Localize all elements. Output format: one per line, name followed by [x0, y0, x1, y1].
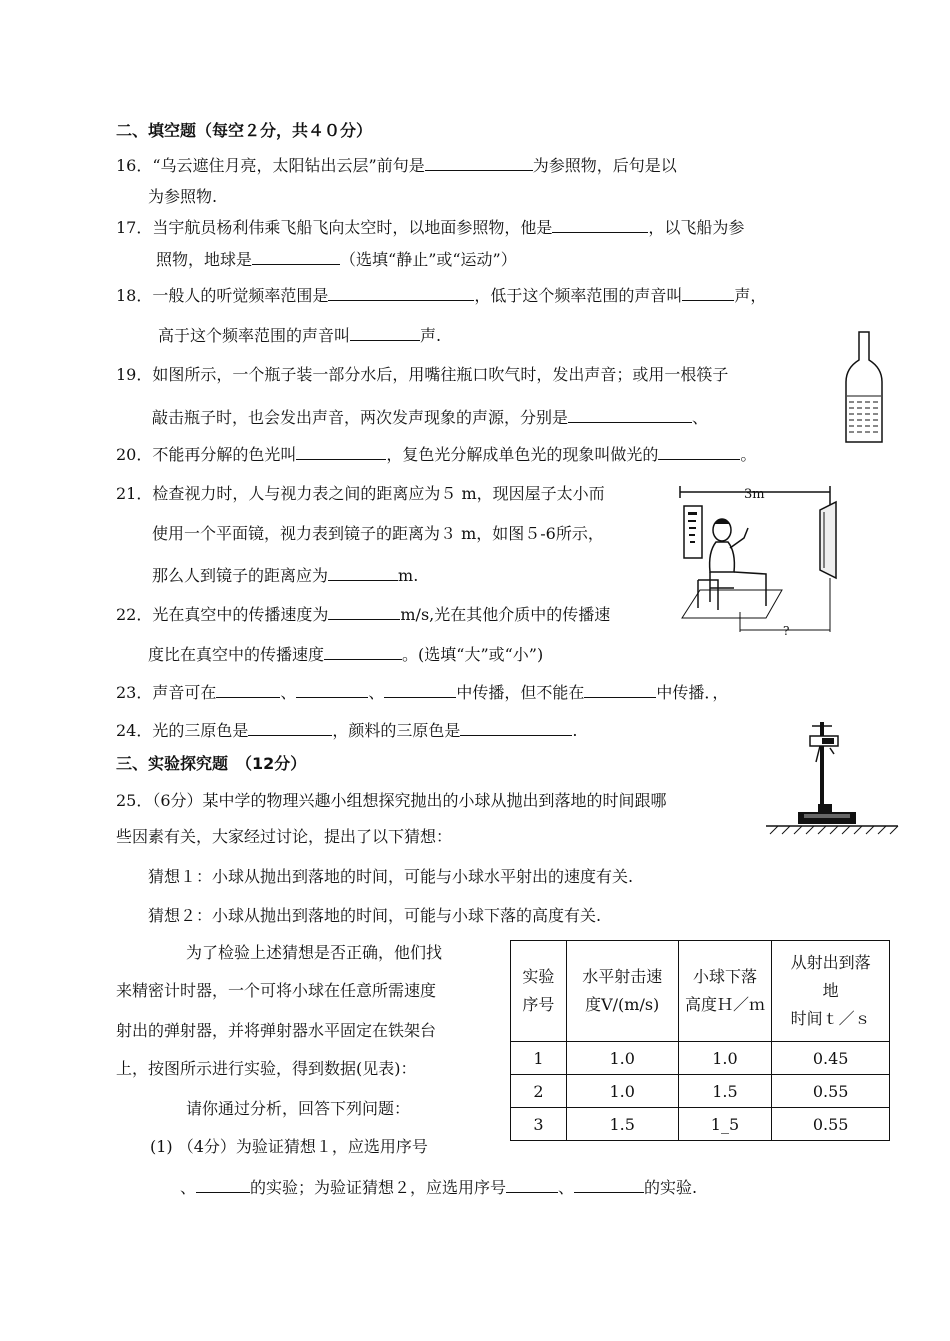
q23-text-a: 23．声音可在 [116, 683, 217, 702]
q20-blank-2[interactable] [658, 443, 740, 460]
table-cell: 0.55 [772, 1108, 890, 1141]
question-20 [116, 443, 756, 466]
question-25-line2: 些因素有关，大家经过讨论，提出了以下猜想： [116, 827, 453, 846]
q24-text-b: ，颜料的三原色是 [332, 721, 461, 740]
table-cell: 2 [511, 1075, 567, 1108]
header-height: 小球下落 高度Ｈ／ｍ [678, 941, 772, 1042]
q22-text-b: m/s,光在其他介质中的传播速 [400, 605, 611, 624]
table-cell: 0.45 [772, 1042, 890, 1075]
q25-instruction: 请你通过分析，回答下列问题： [186, 1099, 411, 1118]
q17-text-a: 17．当宇航员杨利伟乘飞船飞向太空时，以地面参照物，他是 [116, 218, 553, 237]
question-16-line2: 为参照物. [148, 187, 218, 206]
question-21-line1: 21．检查视力时，人与视力表之间的距离应为５ m，现因屋子太小而 [116, 484, 605, 503]
question-17-line2 [156, 248, 517, 271]
q17-text-d: （选填“静止”或“运动”） [340, 250, 517, 269]
table-cell: 1.0 [566, 1075, 678, 1108]
q24-blank-2[interactable] [460, 719, 572, 736]
q21-blank-1[interactable] [328, 564, 398, 581]
q20-text-c: 。 [740, 445, 757, 464]
q24-blank-1[interactable] [248, 719, 332, 736]
header-time: 从射出到落 地 时间ｔ／ｓ [772, 941, 890, 1042]
table-cell: 3 [511, 1108, 567, 1141]
fig21-label-top: 3m [744, 487, 765, 502]
question-21-line3 [152, 564, 418, 587]
q18-text-e: 声. [420, 326, 442, 345]
q19-text-a: 敲击瓶子时，也会发出声音，两次发声现象的声源，分别是 [152, 408, 569, 427]
question-24 [116, 719, 577, 742]
q25-paragraph-line4: 上，按图所示进行实验，得到数据(见表)： [116, 1059, 417, 1078]
table-cell: 1.0 [566, 1042, 678, 1075]
header-trial-number: 实验 序号 [511, 941, 567, 1042]
q17-text-c: 照物，地球是 [156, 250, 253, 269]
table-row [511, 1042, 890, 1075]
q21-text-a: 那么人到镜子的距离应为 [152, 566, 329, 585]
q17-text-b: ，以飞船为参 [648, 218, 745, 237]
table-cell: 0.55 [772, 1075, 890, 1108]
q23-text-c: 中传播．， [656, 683, 729, 702]
table-cell: 1.5 [678, 1075, 772, 1108]
question-19-line1: 19．如图所示，一个瓶子装一部分水后，用嘴往瓶口吹气时，发出声音；或用一根筷子 [116, 365, 729, 384]
q19-blank-1[interactable] [568, 406, 692, 423]
q23-text-b: 中传播，但不能在 [456, 683, 585, 702]
table-cell: 1.5 [566, 1108, 678, 1141]
table-row [511, 1075, 890, 1108]
question-25-line1: 25．（6分）某中学的物理兴趣小组想探究抛出的小球从抛出到落地的时间跟哪 [116, 791, 667, 810]
question-16-line1 [116, 154, 677, 177]
q22-text-c: 度比在真空中的传播速度 [148, 645, 325, 664]
table-cell: 1_5 [678, 1108, 772, 1141]
guess-2: 猜想２：小球从抛出到落地的时间，可能与小球下落的高度有关. [148, 906, 602, 925]
q23-sep-2: 、 [368, 683, 385, 702]
q23-blank-3[interactable] [384, 681, 456, 698]
q20-text-b: ，复色光分解成单色光的现象叫做光的 [386, 445, 659, 464]
q25-text-d: 的实验. [644, 1178, 698, 1197]
question-23 [116, 681, 728, 704]
q18-text-b: ，低于这个频率范围的声音叫 [474, 286, 683, 305]
q21-text-b: m. [398, 566, 419, 585]
q25-paragraph-line3: 射出的弹射器，并将弹射器水平固定在铁架台 [116, 1021, 437, 1040]
section-2-title: 二、填空题（每空２分，共４０分） [116, 121, 373, 140]
table-header-row [511, 941, 890, 1042]
bottle-figure [840, 330, 890, 446]
q25-sep-2: 、 [558, 1178, 575, 1197]
q22-blank-2[interactable] [324, 643, 402, 660]
q24-text-c: . [572, 721, 578, 740]
eye-test-figure [670, 482, 846, 642]
q22-text-d: 。(选填“大”或“小”) [402, 645, 544, 664]
question-18-line2 [158, 324, 441, 347]
q25-sub1-line2 [180, 1176, 697, 1199]
q23-sep-1: 、 [280, 683, 297, 702]
q17-blank-1[interactable] [552, 216, 648, 233]
q23-blank-4[interactable] [584, 681, 656, 698]
q24-text-a: 24．光的三原色是 [116, 721, 249, 740]
q17-blank-2[interactable] [252, 248, 340, 265]
q18-text-c: 声， [734, 286, 767, 305]
q25-text-b: 的实验；为验证猜想２，应选用序号 [250, 1178, 507, 1197]
q25-sep-1: 、 [180, 1178, 197, 1197]
question-22-line2 [148, 643, 543, 666]
header-velocity: 水平射击速 度V/(m/s) [566, 941, 678, 1042]
q25-blank-3[interactable] [574, 1176, 644, 1193]
q16-text-a: 16．“乌云遮住月亮，太阳钻出云层”前句是 [116, 156, 425, 175]
question-21-line2: 使用一个平面镜，视力表到镜子的距离为３ m，如图５-6所示， [152, 524, 604, 543]
q25-sub1-line1: (1) （4分）为验证猜想１，应选用序号 [150, 1137, 428, 1156]
table-cell: 1.0 [678, 1042, 772, 1075]
q18-blank-3[interactable] [350, 324, 420, 341]
q22-blank-1[interactable] [328, 603, 400, 620]
q23-blank-1[interactable] [216, 681, 280, 698]
question-19-line2 [152, 406, 708, 429]
fig21-label-bottom: ? [783, 624, 790, 638]
q18-blank-2[interactable] [682, 284, 734, 301]
question-18-line1 [116, 284, 766, 307]
q16-blank-1[interactable] [425, 154, 533, 171]
q16-text-b: 为参照物，后句是以 [532, 156, 677, 175]
table-row [511, 1108, 890, 1141]
launcher-stand-figure [762, 720, 902, 836]
q20-blank-1[interactable] [296, 443, 386, 460]
q18-blank-1[interactable] [328, 284, 474, 301]
experiment-data-table [510, 940, 890, 1141]
q18-text-d: 高于这个频率范围的声音叫 [158, 326, 351, 345]
question-17-line1 [116, 216, 744, 239]
q19-text-b: 、 [692, 408, 709, 427]
q25-paragraph-line2: 来精密计时器，一个可将小球在任意所需速度 [116, 981, 437, 1000]
question-22-line1 [116, 603, 610, 626]
q20-text-a: 20．不能再分解的色光叫 [116, 445, 297, 464]
q25-blank-2[interactable] [506, 1176, 558, 1193]
q22-text-a: 22．光在真空中的传播速度为 [116, 605, 329, 624]
q18-text-a: 18．一般人的听觉频率范围是 [116, 286, 329, 305]
q25-blank-1[interactable] [196, 1176, 250, 1193]
table-cell: 1 [511, 1042, 567, 1075]
guess-1: 猜想１：小球从抛出到落地的时间，可能与小球水平射出的速度有关. [148, 867, 634, 886]
section-3-title: 三、实验探究题 （12分） [116, 754, 307, 773]
q23-blank-2[interactable] [296, 681, 368, 698]
q25-paragraph-line1: 为了检验上述猜想是否正确，他们找 [186, 943, 443, 962]
